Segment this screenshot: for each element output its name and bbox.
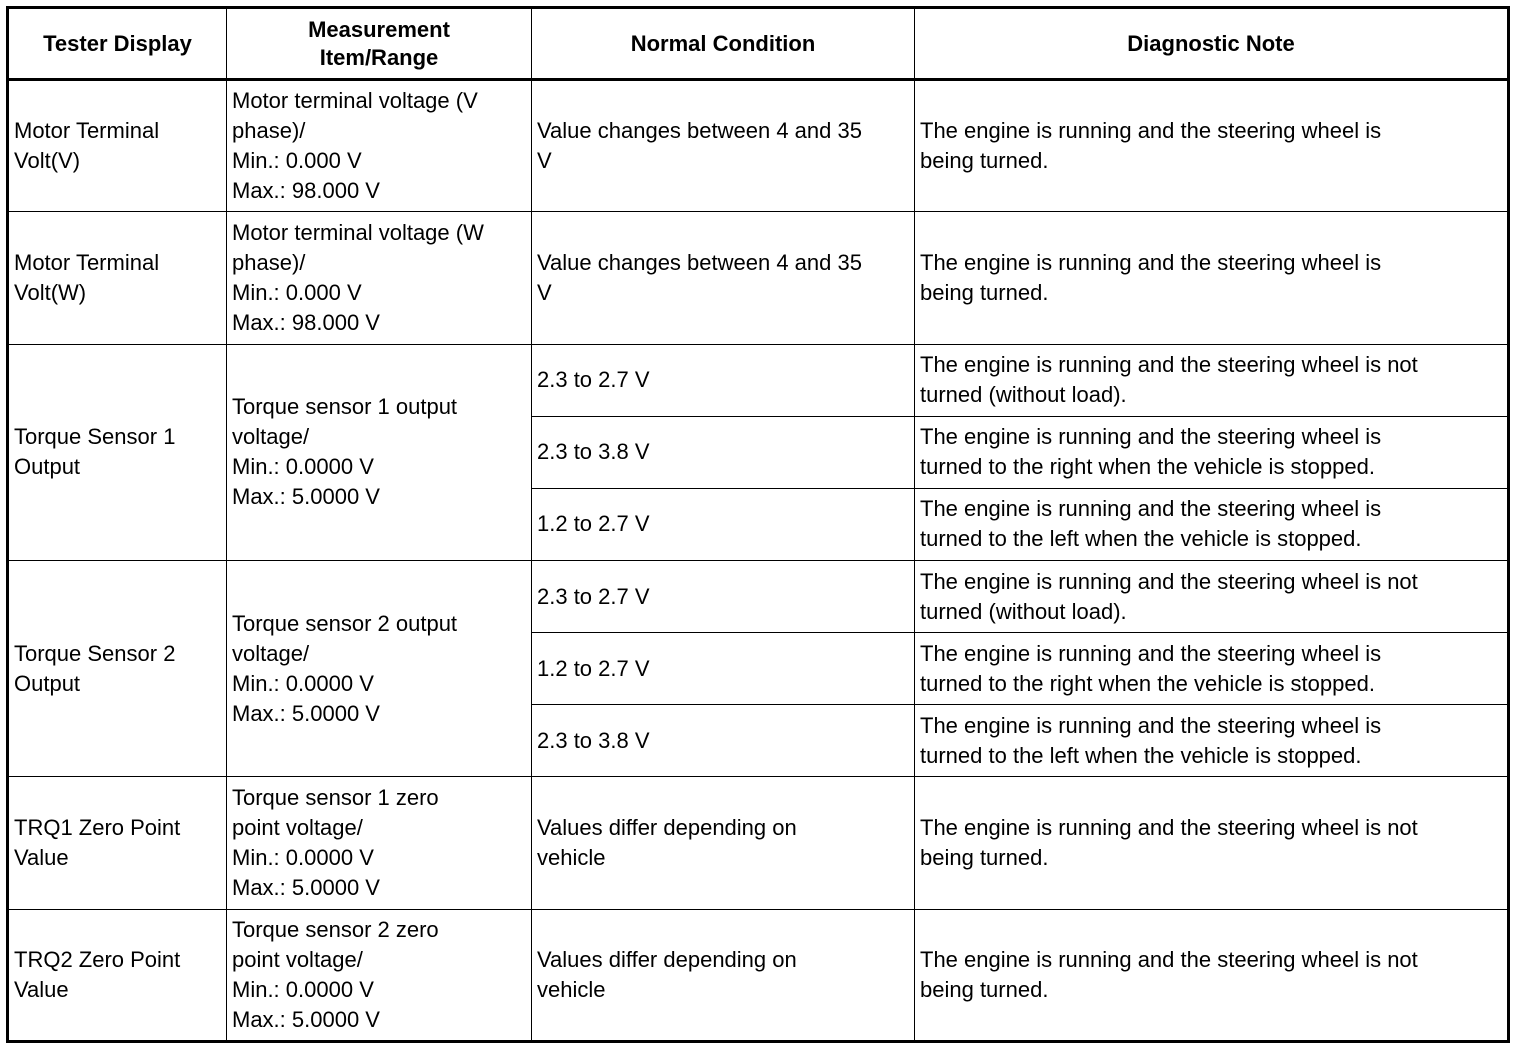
cell-diagnostic-note: The engine is running and the steering wheel is being turned. — [915, 80, 1509, 212]
cell-tester-display: TRQ2 Zero Point Value — [8, 909, 227, 1041]
cell-measurement: Torque sensor 1 output voltage/ Min.: 0.0000 V Max.: 5.0000 V — [227, 344, 532, 560]
data-list-table — [6, 6, 1510, 1043]
cell-normal-condition: 2.3 to 2.7 V — [532, 344, 915, 416]
cell-normal-condition: Values differ depending on vehicle — [532, 777, 915, 909]
cell-diagnostic-note: The engine is running and the steering wheel is not turned (without load). — [915, 344, 1509, 416]
table-row — [8, 212, 1509, 344]
cell-normal-condition: Values differ depending on vehicle — [532, 909, 915, 1041]
cell-diagnostic-note: The engine is running and the steering wheel is turned to the right when the vehicle is stopped. — [915, 416, 1509, 488]
cell-tester-display: Torque Sensor 2 Output — [8, 560, 227, 776]
header-tester-display: Tester Display — [8, 8, 227, 80]
cell-normal-condition: Value changes between 4 and 35 V — [532, 80, 915, 212]
cell-diagnostic-note: The engine is running and the steering wheel is not being turned. — [915, 909, 1509, 1041]
cell-diagnostic-note: The engine is running and the steering wheel is turned to the left when the vehicle is stopped. — [915, 488, 1509, 560]
header-row — [8, 8, 1509, 80]
table-row — [8, 80, 1509, 212]
table-row — [8, 909, 1509, 1041]
cell-tester-display: Motor Terminal Volt(W) — [8, 212, 227, 344]
table-row — [8, 777, 1509, 909]
cell-tester-display: Torque Sensor 1 Output — [8, 344, 227, 560]
table-row — [8, 560, 1509, 632]
cell-measurement: Torque sensor 2 output voltage/ Min.: 0.0000 V Max.: 5.0000 V — [227, 560, 532, 776]
cell-normal-condition: 1.2 to 2.7 V — [532, 633, 915, 705]
cell-measurement: Motor terminal voltage (V phase)/ Min.: 0.000 V Max.: 98.000 V — [227, 80, 532, 212]
header-normal-condition: Normal Condition — [532, 8, 915, 80]
cell-diagnostic-note: The engine is running and the steering wheel is not being turned. — [915, 777, 1509, 909]
header-diagnostic-note: Diagnostic Note — [915, 8, 1509, 80]
cell-normal-condition: 2.3 to 2.7 V — [532, 560, 915, 632]
cell-normal-condition: 1.2 to 2.7 V — [532, 488, 915, 560]
table-row — [8, 344, 1509, 416]
cell-diagnostic-note: The engine is running and the steering wheel is being turned. — [915, 212, 1509, 344]
cell-diagnostic-note: The engine is running and the steering wheel is not turned (without load). — [915, 560, 1509, 632]
cell-tester-display: TRQ1 Zero Point Value — [8, 777, 227, 909]
cell-measurement: Torque sensor 2 zero point voltage/ Min.: 0.0000 V Max.: 5.0000 V — [227, 909, 532, 1041]
cell-diagnostic-note: The engine is running and the steering wheel is turned to the left when the vehicle is stopped. — [915, 705, 1509, 777]
cell-measurement: Motor terminal voltage (W phase)/ Min.: 0.000 V Max.: 98.000 V — [227, 212, 532, 344]
cell-normal-condition: Value changes between 4 and 35 V — [532, 212, 915, 344]
cell-normal-condition: 2.3 to 3.8 V — [532, 416, 915, 488]
cell-measurement: Torque sensor 1 zero point voltage/ Min.: 0.0000 V Max.: 5.0000 V — [227, 777, 532, 909]
cell-diagnostic-note: The engine is running and the steering wheel is turned to the right when the vehicle is stopped. — [915, 633, 1509, 705]
cell-tester-display: Motor Terminal Volt(V) — [8, 80, 227, 212]
cell-normal-condition: 2.3 to 3.8 V — [532, 705, 915, 777]
header-measurement: Measurement Item/Range — [227, 8, 532, 80]
